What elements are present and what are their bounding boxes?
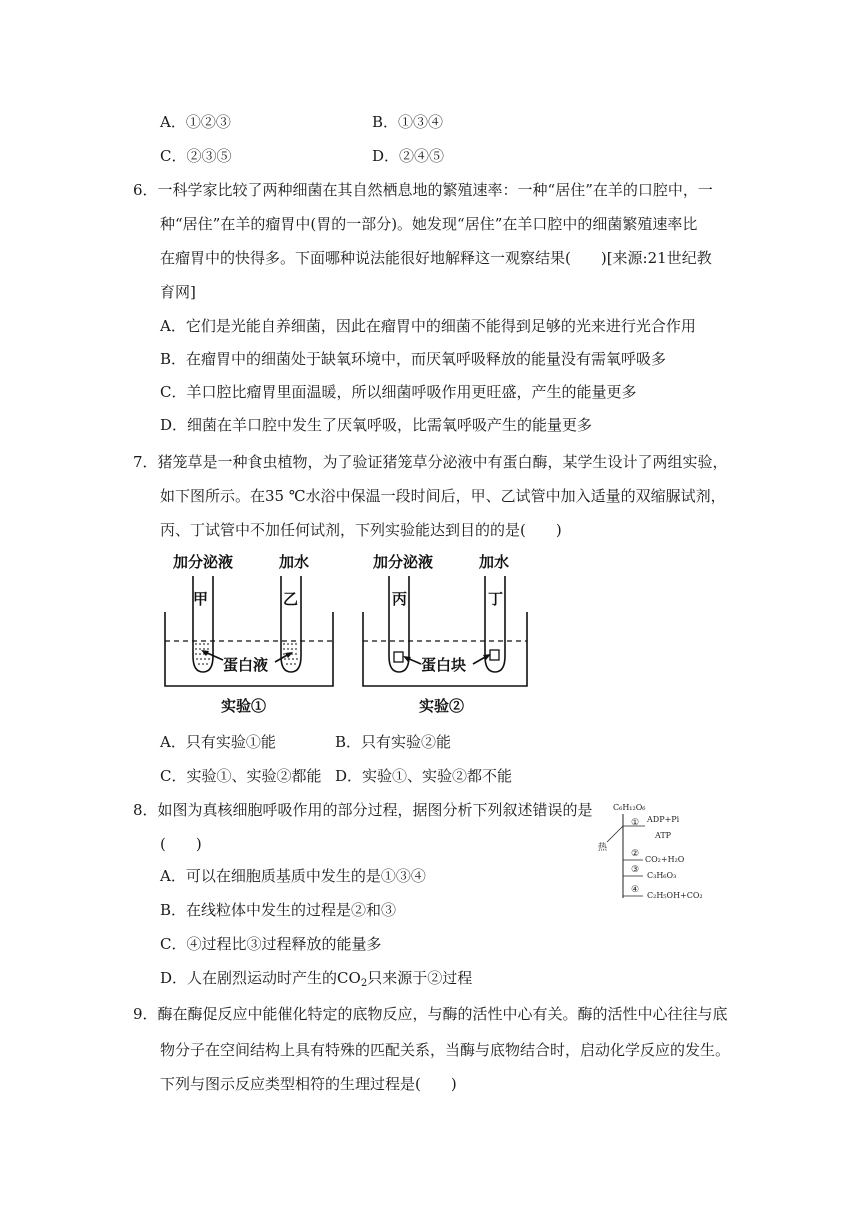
exp1-right-label: 加水 xyxy=(279,553,310,571)
q8-option-d-text-2: 只来源于②过程 xyxy=(367,969,473,987)
exp1-tube-right-label: 乙 xyxy=(283,590,299,608)
q8-option-c: C．④过程比③过程释放的能量多 xyxy=(160,935,382,953)
q5-option-b: B．①③④ xyxy=(372,113,444,131)
exp1-caption: 实验① xyxy=(221,697,267,715)
q6-option-a: A．它们是光能自养细菌，因此在瘤胃中的细菌不能得到足够的光来进行光合作用 xyxy=(160,317,696,335)
q7-stem-line-3: 丙、丁试管中不加任何试剂，下列实验能达到目的的是( ) xyxy=(160,521,562,539)
exp2-tube-right-label: 丁 xyxy=(488,590,504,608)
step2-marker: ② xyxy=(631,849,640,859)
q8-option-d-text-1: D．人在剧烈运动时产生的CO xyxy=(160,969,361,987)
exp2-right-label: 加水 xyxy=(479,553,510,571)
exp2-protein-block-left xyxy=(394,652,403,662)
q7-stem-line-2: 如下图所示。在35 ℃水浴中保温一段时间后，甲、乙试管中加入适量的双缩脲试剂， xyxy=(160,487,726,505)
q6-stem-line-2: 种“居住”在羊的瘤胃中(胃的一部分)。她发现“居住”在羊口腔中的细菌繁殖速率比 xyxy=(160,215,698,233)
q7-stem-line-1: 7．猪笼草是一种食虫植物，为了验证猪笼草分泌液中有蛋白酶，某学生设计了两组实验， xyxy=(133,453,728,471)
q7-option-b: B．只有实验②能 xyxy=(335,733,452,751)
exp2-left-label: 加分泌液 xyxy=(373,553,434,571)
q7-experiment-figure xyxy=(155,548,535,723)
q6-option-b: B．在瘤胃中的细菌处于缺氧环境中，而厌氧呼吸释放的能量没有需氧呼吸多 xyxy=(160,350,667,368)
q7-option-a: A．只有实验①能 xyxy=(160,733,276,751)
q8-option-b: B．在线粒体中发生的过程是②和③ xyxy=(160,901,397,919)
step1-marker: ① xyxy=(631,818,640,828)
q9-stem-line-3: 下列与图示反应类型相符的生理过程是( ) xyxy=(160,1075,457,1093)
step4-output-label: C₂H₅OH+CO₂ xyxy=(647,891,703,900)
exp1-content-label: 蛋白液 xyxy=(223,656,269,674)
exp1-left-label: 加分泌液 xyxy=(173,553,234,571)
q9-stem-line-1: 9．酶在酶促反应中能催化特定的底物反应，与酶的活性中心有关。酶的活性中心往往与底 xyxy=(133,1005,728,1023)
q6-option-c: C．羊口腔比瘤胃里面温暖，所以细菌呼吸作用更旺盛，产生的能量更多 xyxy=(160,383,637,401)
step1-output-label: ATP xyxy=(655,831,672,840)
experiment-2-diagram xyxy=(363,553,527,715)
q5-option-d: D．②④⑤ xyxy=(372,147,445,165)
step3-output-label: C₃H₆O₃ xyxy=(647,871,677,880)
exp2-content-label: 蛋白块 xyxy=(421,656,467,674)
glucose-label: C₆H₁₂O₆ xyxy=(613,803,646,812)
exp1-arrowhead-right xyxy=(285,652,293,658)
exp2-caption: 实验② xyxy=(419,697,465,715)
q8-respiration-diagram xyxy=(595,798,715,904)
q6-stem-line-1: 6．一科学家比较了两种细菌在其自然栖息地的繁殖速率：一种“居住”在羊的口腔中，一 xyxy=(133,181,713,199)
q6-option-d: D．细菌在羊口腔中发生了厌氧呼吸，比需氧呼吸产生的能量更多 xyxy=(160,416,593,434)
exp2-arrowhead-left xyxy=(403,656,411,662)
step4-marker: ④ xyxy=(631,885,640,895)
heat-label: 热 xyxy=(598,843,608,853)
exp2-tube-left-label: 丙 xyxy=(392,590,408,608)
exp1-arrow-left xyxy=(205,652,223,660)
exp1-tube-left-label: 甲 xyxy=(193,590,209,608)
q8-option-d-subscript: 2 xyxy=(360,978,368,989)
q5-option-a: A．①②③ xyxy=(160,113,231,131)
q7-option-c: C．实验①、实验②都能 xyxy=(160,767,322,785)
q6-stem-line-4: 育网] xyxy=(160,283,196,301)
step2-output-label: CO₂+H₂O xyxy=(645,855,685,864)
q7-option-d: D．实验①、实验②都不能 xyxy=(335,767,513,785)
q8-option-a: A．可以在细胞质基质中发生的是①③④ xyxy=(160,867,426,885)
q5-option-c: C．②③⑤ xyxy=(160,147,232,165)
q8-option-d xyxy=(160,968,472,994)
exp2-protein-block-right xyxy=(490,650,499,660)
q6-stem-line-3: 在瘤胃中的快得多。下面哪种说法能很好地解释这一观察结果( )[来源:21世纪教 xyxy=(160,249,712,267)
exp1-beaker xyxy=(165,612,333,686)
q8-stem-line-2: ( ) xyxy=(160,835,202,853)
exp2-beaker xyxy=(363,612,527,686)
q8-stem-line-1: 8．如图为真核细胞呼吸作用的部分过程，据图分析下列叙述错误的是 xyxy=(133,801,593,819)
experiment-1-diagram xyxy=(165,553,333,715)
step3-marker: ③ xyxy=(631,865,640,875)
heat-line xyxy=(607,826,623,842)
step1-input-label: ADP+Pi xyxy=(647,815,680,824)
q9-stem-line-2: 物分子在空间结构上具有特殊的匹配关系，当酶与底物结合时，启动化学反应的发生。 xyxy=(160,1041,731,1059)
